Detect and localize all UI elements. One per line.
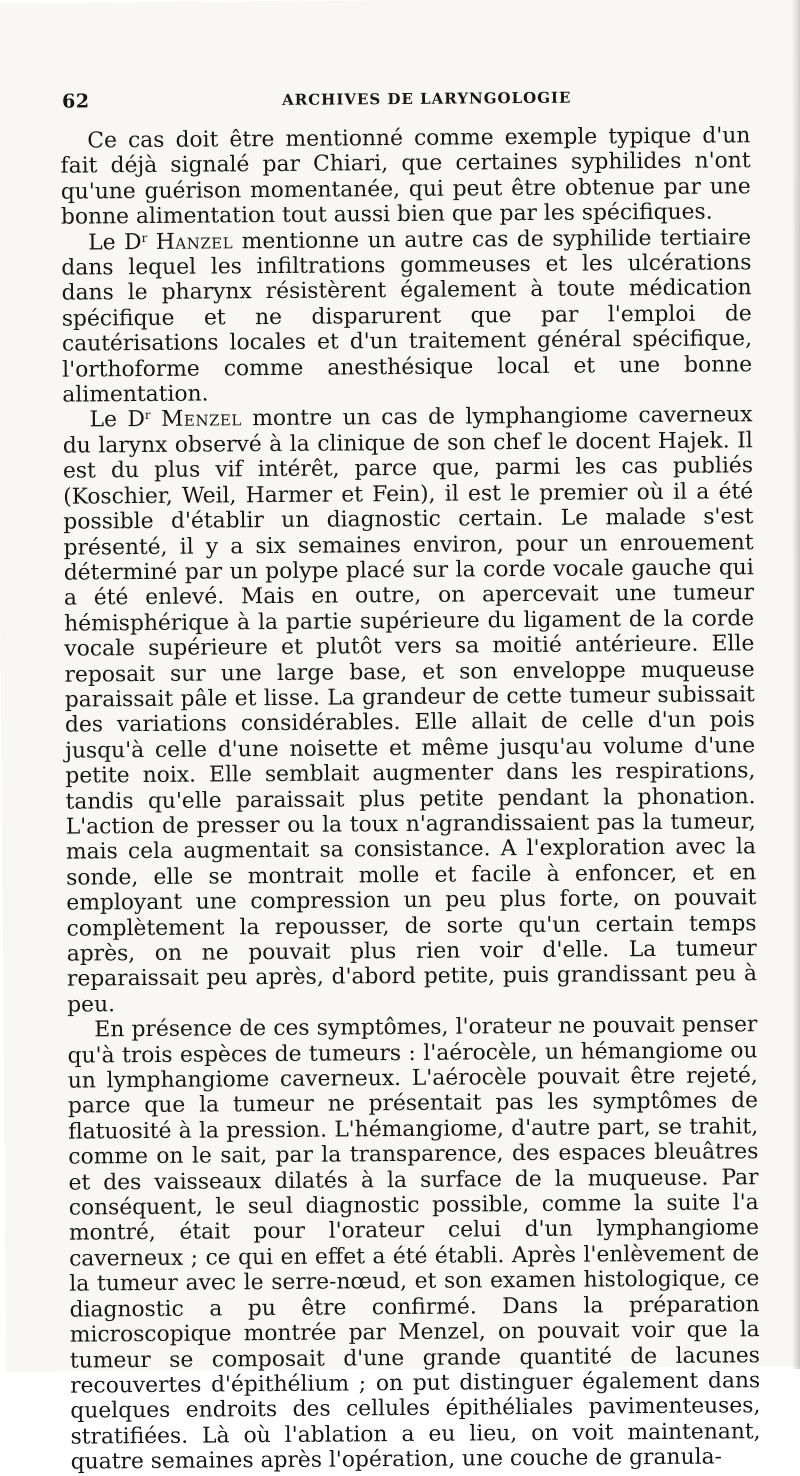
page-edge-shadow xyxy=(792,0,800,1369)
paragraph-text: Ce cas doit être mentionné comme exemple typique d'un fait déjà signalé par Chiari, que certaines syphilides n'ont qu'une guérison momentanée, qui peut être obtenue par une bonne alimentation tout aussi bien que par les spécifiques. xyxy=(60,123,751,230)
paragraph-lead: Le D xyxy=(88,229,142,256)
paragraph-lead: Le D xyxy=(89,407,146,433)
paragraph-menzel xyxy=(62,403,757,1018)
doctor-abbrev-sup: r xyxy=(141,230,148,245)
paragraph-text: montre un cas de lymphangiome caverneux du larynx observé à la clinique de son chef le docent Hajek. Il est du plus vif intérêt, parce que, parmi les cas publiés (Koschier, Weil, Harmer et Fein), il est le premier où il a été possible d'établir un diagnostic certain. Le malade s'est présenté, il y a six semaines environ, pour un enrouement déterminé par un polype placé sur la corde vocale gauche qui a été enlevé. Mais en outre, on apercevait une tumeur hémisphérique à la partie supérieure du ligament de la corde vocale supérieure et plutôt vers sa moitié antérieure. Elle reposait sur une large base, et son enveloppe muqueuse paraissait pâle et lisse. La grandeur de cette tumeur subissait des variations considérables. Elle allait de celle d'un pois jusqu'à celle d'une noisette et même jusqu'au volume d'une petite noix. Elle semblait augmenter dans les respirations, tandis qu'elle paraissait plus petite pendant la phonation. L'action de presser ou la toux n'agrandissaient pas la tumeur, mais cela augmentait sa consistance. A l'exploration avec la sonde, elle se montrait molle et facile à enfoncer, et en employant une compression un peu plus forte, on pouvait complètement la repousser, de sorte qu'un certain temps après, on ne pouvait plus rien voir d'elle. La tumeur reparaissait peu après, d'abord petite, puis grandissant peu à peu. xyxy=(62,402,758,1018)
page-number: 62 xyxy=(61,90,90,113)
paragraph-hanzel xyxy=(61,225,752,408)
paragraph-text: En présence de ces symptômes, l'orateur ne pouvait penser qu'à trois espèces de tumeurs : l'aérocèle, un hémangiome ou un lymphangiome caverneux. L'aérocèle pouvait être rejeté, parce que la tumeur ne présentait pas les symptômes de flatuosité à la pression. L'hémangiome, d'autre part, se trahit, comme on le sait, par la transparence, des espaces bleuâtres et des vaisseaux dilatés à la surface de la muqueuse. Par conséquent, le seul diagnostic possible, comme la suite l'a montré, était pour l'orateur celui d'un lymphangiome caverneux ; ce qui en effet a été établi. Après l'enlèvement de la tumeur avec le serre-nœud, et son examen histologique, ce diagnostic a pu être confirmé. Dans la préparation microscopique montrée par Menzel, on pouvait voir que la tumeur se composait d'une grande quantité de lacunes recouvertes d'épithélium ; on put distinguer également dans quelques endroits des cellules épithéliales pavimenteuses, stratifiées. Là où l'ablation a eu lieu, on voit maintenant, quatre semaines après l'opération, une couche de granula- xyxy=(67,1012,761,1475)
body-text xyxy=(60,123,761,1475)
paragraph-diagnosis xyxy=(67,1012,761,1475)
running-head xyxy=(60,85,774,119)
journal-title: ARCHIVES DE LARYNGOLOGIE xyxy=(281,88,572,109)
paragraph-chiari xyxy=(60,123,751,230)
doctor-abbrev-sup: r xyxy=(144,408,151,423)
paragraph-text: mentionne un autre cas de syphilide tertiaire dans lequel les infiltrations gommeuses et les ulcérations dans le pharynx résistèrent également à toute médication spécifique et ne disparurent que par l'emploi de cautérisations locales et d'un traitement général spécifique, l'orthoforme comme anesthésique local et une bonne alimentation. xyxy=(61,224,753,408)
speaker-name: Menzel xyxy=(161,406,242,433)
speaker-name: Hanzel xyxy=(155,228,234,255)
